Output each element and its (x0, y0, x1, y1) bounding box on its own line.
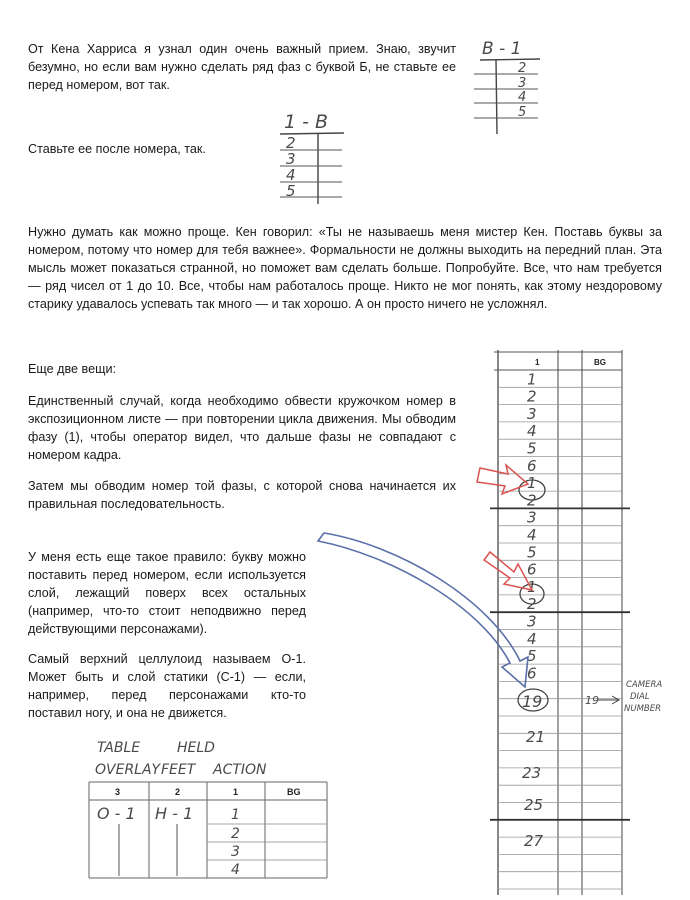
paragraph-top-cel: Самый верхний целлулоид называем О-1. Может быть и слой статики (С-1) — если, например, перед персонажами кто-то поставил ногу, и она не движется. (28, 652, 306, 720)
paragraph-think-simple: Нужно думать как можно проще. Кен говорил: «Ты не называешь меня мистер Кен. Поставь буквы за номером, потому что номер для тебя важнее». Формальности не должны выходить на передний план. Эта мысль может показаться странной, но поможет вам сделать больше. Попробуйте. Все, что нам требуется — ряд чисел от 1 до 10. Все, чтобы нам работалось проще. Никто не мог понять, как этому нездоровому старику удавалось успевать так много — и так хорошо. А он просто ничего не усложнял. (28, 225, 662, 311)
paragraph-circle-resume: Затем мы обводим номер той фазы, с которой снова начинается их правильная последовательность. (28, 479, 456, 511)
sketch-1b-num-3: 3 (286, 150, 296, 168)
exposure-frame-11: 5 (527, 543, 537, 562)
exposure-frame-18: 6 (527, 664, 537, 683)
exposure-frame-6: 6 (527, 456, 537, 475)
exposure-frame-7: 1 (527, 474, 537, 493)
paragraph-two-things: Еще две вещи: (28, 362, 116, 376)
sketch-1b-num-5: 5 (286, 182, 296, 200)
exposure-frame-1: 1 (527, 370, 537, 389)
sketch-1b-num-2: 2 (286, 134, 296, 152)
table-col-3: 3 (115, 787, 121, 797)
sketch-1b-num-4: 4 (286, 166, 296, 184)
table-num-2: 2 (231, 826, 240, 842)
layer-table (85, 730, 335, 880)
exposure-frame-12: 6 (527, 560, 537, 579)
exposure-frame-15: 3 (527, 612, 537, 631)
sketch-1b-header: 1 - B (284, 111, 329, 133)
exposure-frame-27: 27 (524, 832, 544, 850)
exposure-col-1: 1 (535, 358, 540, 367)
paragraph-put-after: Ставьте ее после номера, так. (28, 142, 206, 156)
exposure-frame-5: 5 (527, 439, 537, 458)
exposure-frame-23: 23 (522, 764, 542, 782)
camera-label-line3: NUMBER (624, 704, 662, 714)
exposure-frame-13: 1 (527, 577, 537, 596)
exposure-frame-16: 4 (527, 629, 537, 648)
exposure-frame-17: 5 (527, 647, 537, 666)
exposure-frame-14: 2 (527, 595, 537, 614)
paragraph-circle-cycle: Единственный случай, когда необходимо обвести кружочком номер в экспозиционном листе — при повторении цикла движения. Мы обводим фазу (1), чтобы оператор видел, что дальше фазы не совпадают с номером кадра. (28, 394, 456, 462)
camera-number: 19 (585, 694, 599, 707)
sketch-letter-after-number (270, 108, 370, 208)
exposure-frame-3: 3 (527, 404, 537, 423)
sketch-b1-num-5: 5 (518, 105, 527, 120)
hw-header-overlay: OVERLAY (95, 762, 161, 778)
hw-header-feet: FEET (161, 762, 196, 778)
exposure-frame-9: 3 (527, 508, 537, 527)
table-num-3: 3 (231, 844, 240, 860)
paragraph-ken-harris: От Кена Харриса я узнал один очень важный прием. Знаю, звучит безумно, но если вам нужно сделать ряд фаз с буквой Б, не ставьте ее перед номером, вот так. (28, 42, 456, 92)
exposure-col-bg: BG (594, 358, 606, 367)
sketch-b1-num-2: 2 (518, 61, 527, 76)
exposure-frame-4: 4 (527, 422, 537, 441)
table-col-2: 2 (175, 787, 181, 797)
table-num-4: 4 (231, 862, 240, 878)
sketch-letter-before-number (460, 38, 560, 138)
sketch-b1-num-4: 4 (518, 90, 527, 105)
table-cell-h1: H - 1 (155, 804, 194, 823)
exposure-frame-8: 2 (527, 491, 537, 510)
red-arrow-cycle-start (470, 460, 540, 500)
hw-header-action: ACTION (213, 762, 267, 778)
camera-label-line2: DIAL (630, 692, 650, 702)
sketch-b1-header: B - 1 (482, 39, 522, 59)
exposure-frame-10: 4 (527, 526, 537, 544)
exposure-frame-2: 2 (527, 387, 537, 406)
paragraph-letter-rule: У меня есть еще такое правило: букву можно поставить перед номером, если используется слой, лежащий поверх всех остальных (например, что-то стоит неподвижно перед действующими персонажами). (28, 550, 306, 636)
exposure-frame-25: 25 (524, 796, 544, 814)
hw-header-held: HELD (177, 740, 215, 756)
exposure-frame-21: 21 (526, 728, 546, 746)
table-col-bg: BG (287, 787, 301, 797)
camera-label-line1: CAMERA (626, 680, 663, 690)
sketch-b1-num-3: 3 (518, 76, 527, 91)
exposure-resume-19: 19 (522, 692, 543, 711)
table-cell-o1: O - 1 (97, 804, 136, 823)
table-num-1: 1 (231, 807, 240, 823)
hw-header-table: TABLE (97, 740, 141, 756)
blue-arrow-resume (310, 535, 540, 700)
table-col-1: 1 (233, 787, 239, 797)
